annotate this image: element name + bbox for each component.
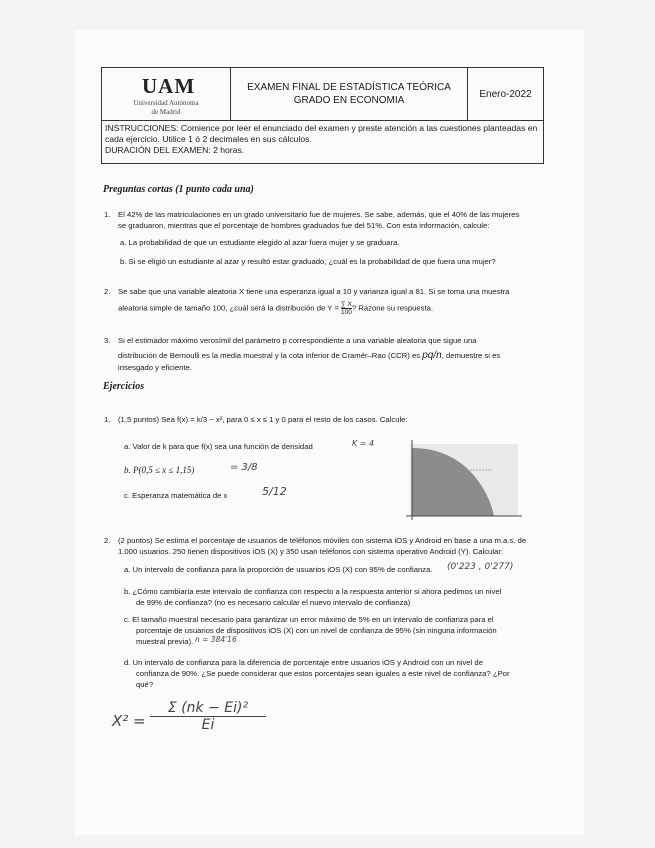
- q2-number: 2.: [104, 287, 111, 296]
- q2-line1: Se sabe que una variable aleatoria X tiene una esperanza igual a 10 y varianza igual a 81. Si se toma una muestra: [118, 287, 510, 296]
- handwritten-chi-label: X² =: [112, 712, 146, 730]
- e2-a-answer: (0'223 , 0'277): [447, 562, 514, 572]
- e2-d2: confianza de 90%. ¿Se puede considerar que estos porcentajes sean iguales a este nivel de confianza? ¿Por: [136, 669, 510, 678]
- e1-a: a. Valor de k para que f(x) sea una función de densidad: [124, 442, 313, 451]
- exam-header: [101, 67, 544, 164]
- exam-date: Enero-2022: [479, 88, 532, 100]
- density-sketch: [400, 438, 528, 528]
- e2-number: 2.: [104, 536, 111, 545]
- e1-statement: (1,5 puntos) Sea f(x) = k/3 − x², para 0 ≤ x ≤ 1 y 0 para el resto de los casos. Calcule:: [118, 415, 408, 424]
- q1-a: a. La probabilidad de que un estudiante elegido al azar fuera mujer y se graduara.: [120, 238, 400, 247]
- q2-formula: $\frac{\sum X}{100}$: [341, 301, 352, 316]
- q3-line1: Si el estimador máximo verosímil del parámetro p correspondiente a una variable aleatoria que sigue una: [118, 336, 477, 345]
- q1-line1: El 42% de las matriculaciones en un grado universitario fue de mujeres. Se sabe, además, que el 40% de las mujeres: [118, 210, 520, 219]
- e2-a: a. Un intervalo de confianza para la proporción de usuarios iOS (X) con 95% de confianza.: [124, 565, 433, 574]
- university-name: Universidad Autónoma de Madrid: [133, 99, 199, 116]
- e2-c-answer: n = 384'16: [195, 635, 237, 644]
- e2-c1: c. El tamaño muestral necesario para garantizar un error máximo de 5% en un intervalo de confianza para el: [124, 615, 494, 624]
- q1-line2: se graduaron, mientras que el porcentaje de hombres graduados fue del 51%. Con esta información, calcule:: [118, 221, 490, 230]
- q3-line2: distribución de Bernoulli es la media muestral y la cota inferior de Cramér–Rao (CCR) es pq/n, demuestre si es: [118, 350, 501, 361]
- q1-b: b. Si se eligió un estudiante al azar y resultó estar graduado, ¿cuál es la probabilidad de que fuera una mujer?: [120, 257, 496, 266]
- e1-c: c. Esperanza matemática de x: [124, 491, 228, 500]
- uam-logo-text: UAM: [142, 74, 196, 98]
- e2-d1: d. Un intervalo de confianza para la diferencia de porcentaje entre usuarios iOS y Android con un nivel de: [124, 658, 483, 667]
- q2-line2: aleatoria simple de tamaño 100, ¿cuál será la distribución de Y = $\frac{\sum X}{100}$ ? Razone su respuesta.: [118, 301, 434, 316]
- e2-d3: qué?: [136, 680, 154, 689]
- q3-number: 3.: [104, 336, 111, 345]
- e2-b1: b. ¿Cómo cambiaría este intervalo de confianza con respecto a la respuesta anterior si ahora pedimos un nivel: [124, 587, 502, 596]
- e1-b: b. P(0,5 ≤ x ≤ 1,15): [124, 465, 195, 475]
- e2-line1: (2 puntos) Se estima el porcentaje de usuarios de teléfonos móviles con sistema iOS y Android en base a una m.a.s. de: [118, 536, 527, 545]
- exercises-heading: Ejercicios: [103, 381, 145, 392]
- e2-b2: de 99% de confianza? (no es necesario calcular el nuevo intervalo de confianza): [136, 598, 411, 607]
- e2-line2: 1.000 usuarios. 250 tienen dispositivos iOS (X) y 350 usan teléfonos con sistema operativo Android (Y). Calcular:: [118, 547, 504, 556]
- instructions: INSTRUCCIONES: Comience por leer el enunciado del examen y preste atención a las cuestiones planteadas en cada ejercicio. Utilice 1 ó 2 decimales en sus cálculos. DURACIÓN DEL EXAMEN: 2 horas.: [102, 120, 543, 163]
- e1-a-answer: K = 4: [352, 439, 375, 448]
- e1-c-answer: 5/12: [262, 485, 287, 498]
- q1-number: 1.: [104, 210, 111, 219]
- short-questions-heading: Preguntas cortas (1 punto cada una): [103, 184, 254, 195]
- exam-title: EXAMEN FINAL DE ESTADÍSTICA TEÓRICA GRADO EN ECONOMIA: [231, 68, 468, 120]
- university-logo: [102, 68, 231, 120]
- handwritten-chi-formula: Σ (nk − Ei)² Ei: [150, 700, 266, 733]
- ccr-expression: pq/n: [422, 350, 442, 361]
- e2-c2: porcentaje de usuarios de dispositivos iOS (X) con un nivel de confianza de 95% (sin ninguna información: [136, 626, 497, 635]
- q3-line3: insesgado y eficiente.: [118, 363, 192, 372]
- e1-number: 1.: [104, 415, 111, 424]
- e2-c3: muestral previa).: [136, 637, 194, 646]
- e1-b-answer: = 3/8: [230, 462, 258, 473]
